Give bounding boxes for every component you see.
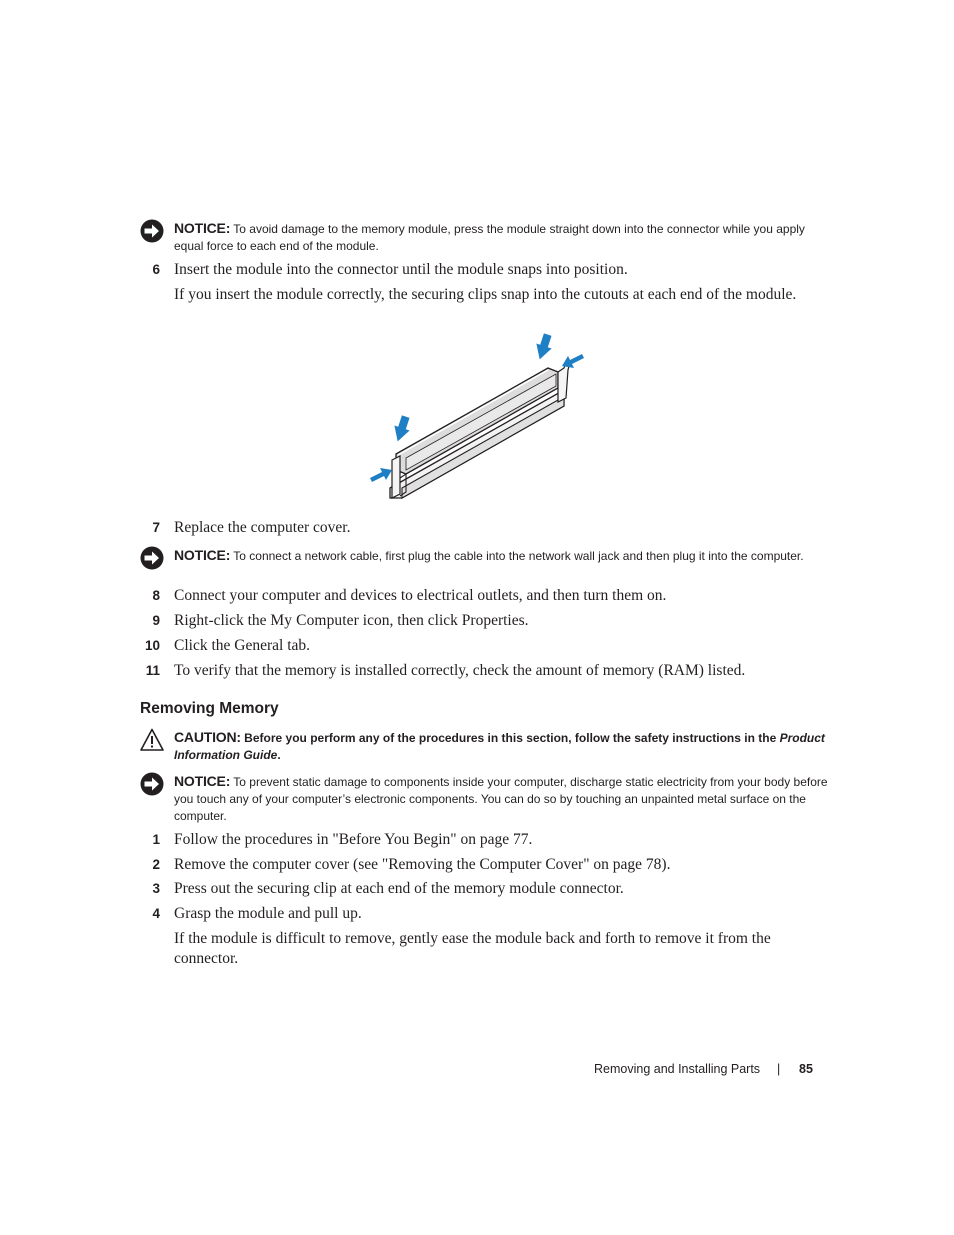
removal-step-2 [140, 855, 830, 875]
step-number: 11 [145, 663, 160, 678]
step-text: Insert the module into the connector until the module snaps into position. [174, 261, 628, 278]
step-text: Follow the procedures in "Before You Begin" on page 77. [174, 831, 533, 848]
notice-label: NOTICE: [174, 220, 231, 236]
step-10 [140, 636, 830, 656]
step-text-part: . [524, 612, 529, 629]
notice-label: NOTICE: [174, 773, 231, 789]
step-text [174, 636, 830, 656]
step-6-detail: If you insert the module correctly, the securing clips snap into the cutouts at each end of the module. [174, 286, 797, 303]
step-text: Press out the securing clip at each end of the memory module connector. [174, 880, 624, 897]
ui-term-my-computer: My Computer [270, 612, 359, 629]
step-7 [140, 518, 830, 538]
notice-label: NOTICE: [174, 547, 231, 563]
notice-text: To prevent static damage to components inside your computer, discharge static electricity from your body before you touch any of your computer’s electronic components. You can do so by touching an unpainted metal surface on the computer. [174, 775, 828, 823]
step-number: 9 [152, 613, 160, 628]
footer-separator: | [777, 1062, 781, 1076]
step-text-part: icon, then click [358, 612, 462, 629]
step-number: 6 [152, 262, 160, 277]
step-text-part: Click the [174, 637, 235, 654]
page-number: 85 [799, 1062, 813, 1076]
caution-text-end: . [277, 748, 281, 762]
step-8 [140, 586, 830, 606]
footer-section-title: Removing and Installing Parts [594, 1062, 761, 1076]
press-down-arrow-left [390, 414, 413, 444]
clip-arrow-left [370, 468, 392, 482]
step-text: Grasp the module and pull up. [174, 905, 362, 922]
notice-network-cable [140, 547, 830, 565]
step-number: 8 [152, 588, 160, 603]
notice-memory-damage [140, 220, 830, 255]
caution-triangle-icon [140, 728, 164, 752]
step-11 [140, 661, 830, 681]
step-text: Replace the computer cover. [174, 519, 351, 536]
ui-term-general: General [234, 637, 284, 654]
caution-safety [140, 729, 830, 764]
notice-static-damage [140, 773, 830, 825]
step-text-part: tab. [283, 637, 311, 654]
step-text: Connect your computer and devices to electrical outlets, and then turn them on. [174, 587, 667, 604]
step-number: 2 [152, 857, 160, 872]
step-number: 4 [152, 906, 160, 921]
notice-icon [140, 546, 164, 570]
removal-step-1 [140, 830, 830, 850]
notice-icon [140, 219, 164, 243]
clip-arrow-right [562, 354, 584, 368]
removal-step-4-detail: If the module is difficult to remove, gently ease the module back and forth to remove it from the connector. [174, 930, 771, 967]
step-9 [140, 611, 830, 631]
step-6 [140, 260, 830, 280]
caution-label: CAUTION: [174, 729, 241, 745]
memory-module-illustration [362, 328, 594, 504]
removal-step-4 [140, 904, 830, 924]
ui-term-properties: Properties [461, 612, 525, 629]
notice-text: To avoid damage to the memory module, press the module straight down into the connector while you apply equal force to each end of the module. [174, 222, 805, 253]
section-heading: Removing Memory [140, 700, 279, 717]
step-number: 10 [144, 638, 160, 653]
step-number: 7 [152, 520, 160, 535]
step-number: 1 [152, 832, 160, 847]
step-text-part: Right-click the [174, 612, 271, 629]
press-down-arrow-right [532, 332, 555, 362]
notice-icon [140, 772, 164, 796]
step-number: 3 [152, 881, 160, 896]
step-text: To verify that the memory is installed correctly, check the amount of memory (RAM) listed. [174, 662, 746, 679]
removal-step-3 [140, 879, 830, 899]
notice-text: To connect a network cable, first plug the cable into the network wall jack and then plug it into the computer. [230, 549, 804, 563]
step-text: Remove the computer cover (see "Removing the Computer Cover" on page 78). [174, 856, 671, 873]
step-text [174, 611, 830, 631]
caution-guide-title: Product Information Guide [174, 731, 825, 762]
caution-text: Before you perform any of the procedures in this section, follow the safety instructions in the [240, 731, 780, 745]
